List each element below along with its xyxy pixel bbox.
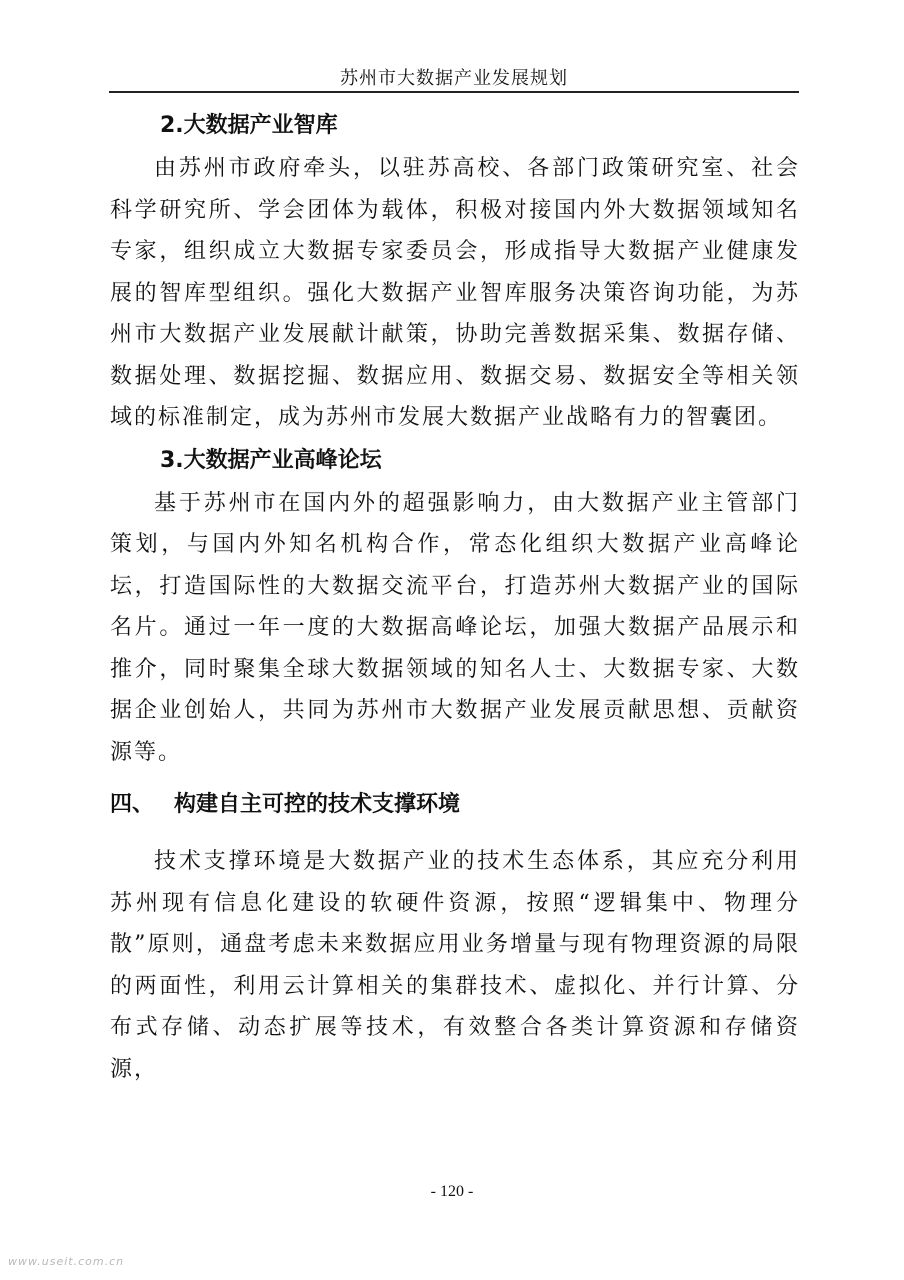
page-header-title: 苏州市大数据产业发展规划 [340,68,568,89]
page-number: - 120 - [430,1183,474,1200]
page-body [110,104,800,1090]
watermark: www.useit.com.cn [8,1255,125,1268]
section-paragraph-summit-forum: 基于苏州市在国内外的超强影响力，由大数据产业主管部门策划，与国内外知名机构合作，常态化组织大数据产业高峰论坛，打造国际性的大数据交流平台，打造苏州大数据产业的国际名片。通过一年一度的大数据高峰论坛，加强大数据产品展示和推介，同时聚集全球大数据领域的知名人士、大数据专家、大数据企业创始人，共同为苏州市大数据产业发展贡献思想、贡献资源等。 [110,490,800,765]
chapter-number: 四、 [110,792,155,817]
section-heading-summit-forum: 3.大数据产业高峰论坛 [160,447,382,473]
section-heading-think-tank: 2.大数据产业智库 [160,113,338,138]
chapter-title: 构建自主可控的技术支撑环境 [174,792,461,817]
chapter-paragraph: 技术支撑环境是大数据产业的技术生态体系，其应充分利用苏州现有信息化建设的软硬件资源，按照“逻辑集中、物理分散”原则，通盘考虑未来数据应用业务增量与现有物理资源的局限的两面性，利用云计算相关的集群技术、虚拟化、并行计算、分布式存储、动态扩展等技术，有效整合各类计算资源和存储资源， [110,849,800,1082]
header-divider [109,91,799,93]
chapter-heading [110,783,800,827]
section-paragraph-think-tank: 由苏州市政府牵头，以驻苏高校、各部门政策研究室、社会科学研究所、学会团体为载体，积极对接国内外大数据领域知名专家，组织成立大数据专家委员会，形成指导大数据产业健康发展的智库型组织。强化大数据产业智库服务决策咨询功能，为苏州市大数据产业发展献计献策，协助完善数据采集、数据存储、数据处理、数据挖掘、数据应用、数据交易、数据安全等相关领域的标准制定，成为苏州市发展大数据产业战略有力的智囊团。 [110,156,800,430]
